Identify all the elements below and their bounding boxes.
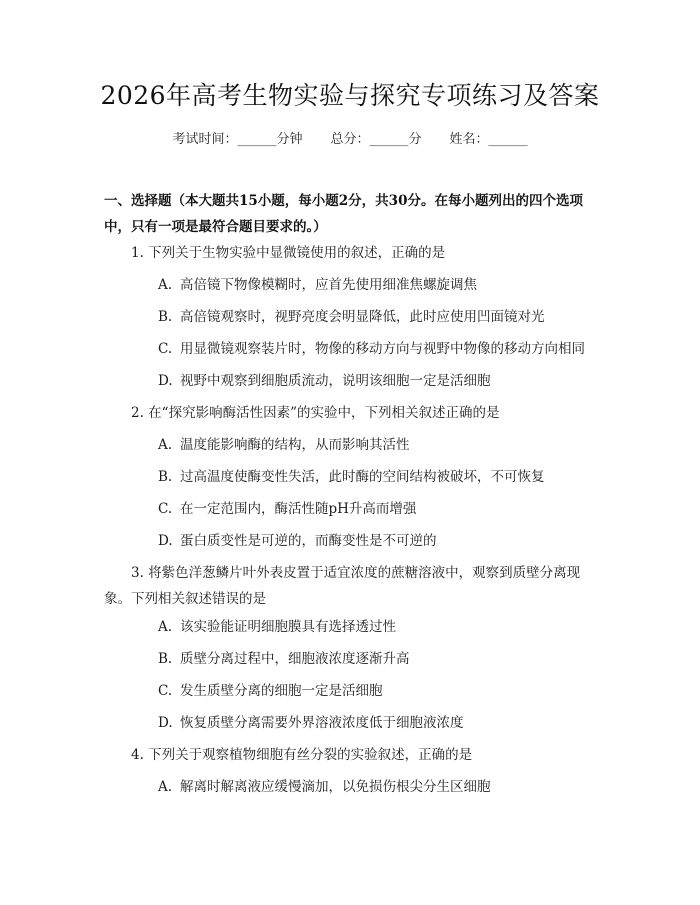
option-letter: A.: [158, 277, 173, 293]
option-text: 质壁分离过程中，细胞液浓度逐渐升高: [180, 651, 410, 667]
option-c: [158, 496, 416, 522]
option-text: 解离时解离液应缓慢滴加，以免损伤根尖分生区细胞: [180, 779, 491, 795]
option-text: 过高温度使酶变性失活，此时酶的空间结构被破坏，不可恢复: [180, 469, 545, 485]
option-letter: A.: [158, 619, 173, 635]
option-b: [158, 464, 545, 490]
option-letter: B.: [158, 651, 173, 667]
time-label: 考试时间：: [172, 132, 238, 147]
option-letter: D.: [158, 533, 173, 549]
option-text: 恢复质壁分离需要外界溶液浓度低于细胞液浓度: [180, 715, 464, 731]
time-unit: 分钟: [276, 132, 303, 147]
name-label: 姓名：: [449, 132, 489, 147]
option-d: [158, 528, 437, 554]
option-letter: A.: [158, 437, 173, 453]
option-d: [158, 710, 464, 736]
score-blank: ______: [369, 132, 409, 147]
exam-title: 2026年高考生物实验与探究专项练习及答案: [100, 81, 600, 110]
question-stem: 1. 下列关于生物实验中显微镜使用的叙述，正确的是: [131, 245, 446, 261]
option-c: [158, 678, 383, 704]
option-text: 发生质壁分离的细胞一定是活细胞: [180, 683, 383, 699]
time-blank: ______: [237, 132, 277, 147]
option-letter: C.: [158, 501, 173, 517]
option-letter: D.: [158, 715, 173, 731]
option-text: 蛋白质变性是可逆的，而酶变性是不可逆的: [180, 533, 437, 549]
option-letter: A.: [158, 779, 173, 795]
question-stem: 3. 将紫色洋葱鳞片叶外表皮置于适宜浓度的蔗糖溶液中，观察到质壁分离现象。下列相关叙述错误的是: [104, 565, 581, 607]
option-letter: C.: [158, 683, 173, 699]
option-text: 用显微镜观察装片时，物像的移动方向与视野中物像的移动方向相同: [180, 341, 585, 357]
option-a: [158, 432, 410, 458]
section-heading: 一、选择题（本大题共15小题，每小题2分，共30分。在每小题列出的四个选项中，只有一项是最符合题目要求的。）: [104, 193, 583, 235]
option-text: 该实验能证明细胞膜具有选择透过性: [180, 619, 396, 635]
option-d: [158, 368, 491, 394]
question-stem: 2. 在“探究影响酶活性因素”的实验中，下列相关叙述正确的是: [131, 405, 500, 421]
option-b: [158, 646, 410, 672]
name-blank: ______: [488, 132, 528, 147]
option-text: 高倍镜观察时，视野亮度会明显降低，此时应使用凹面镜对光: [180, 309, 545, 325]
option-text: 在一定范围内，酶活性随pH升高而增强: [180, 501, 417, 517]
option-c: [158, 336, 585, 362]
option-text: 视野中观察到细胞质流动，说明该细胞一定是活细胞: [180, 373, 491, 389]
option-b: [158, 304, 545, 330]
score-unit: 分: [408, 132, 422, 147]
option-letter: B.: [158, 469, 173, 485]
option-text: 高倍镜下物像模糊时，应首先使用细准焦螺旋调焦: [180, 277, 477, 293]
option-letter: B.: [158, 309, 173, 325]
option-a: [158, 272, 477, 298]
option-letter: C.: [158, 341, 173, 357]
exam-info-line: [0, 130, 700, 150]
option-letter: D.: [158, 373, 173, 389]
option-a: [158, 614, 396, 640]
score-label: 总分：: [330, 132, 370, 147]
question-stem: 4. 下列关于观察植物细胞有丝分裂的实验叙述，正确的是: [131, 747, 473, 763]
option-a: [158, 774, 491, 800]
option-text: 温度能影响酶的结构，从而影响其活性: [180, 437, 410, 453]
